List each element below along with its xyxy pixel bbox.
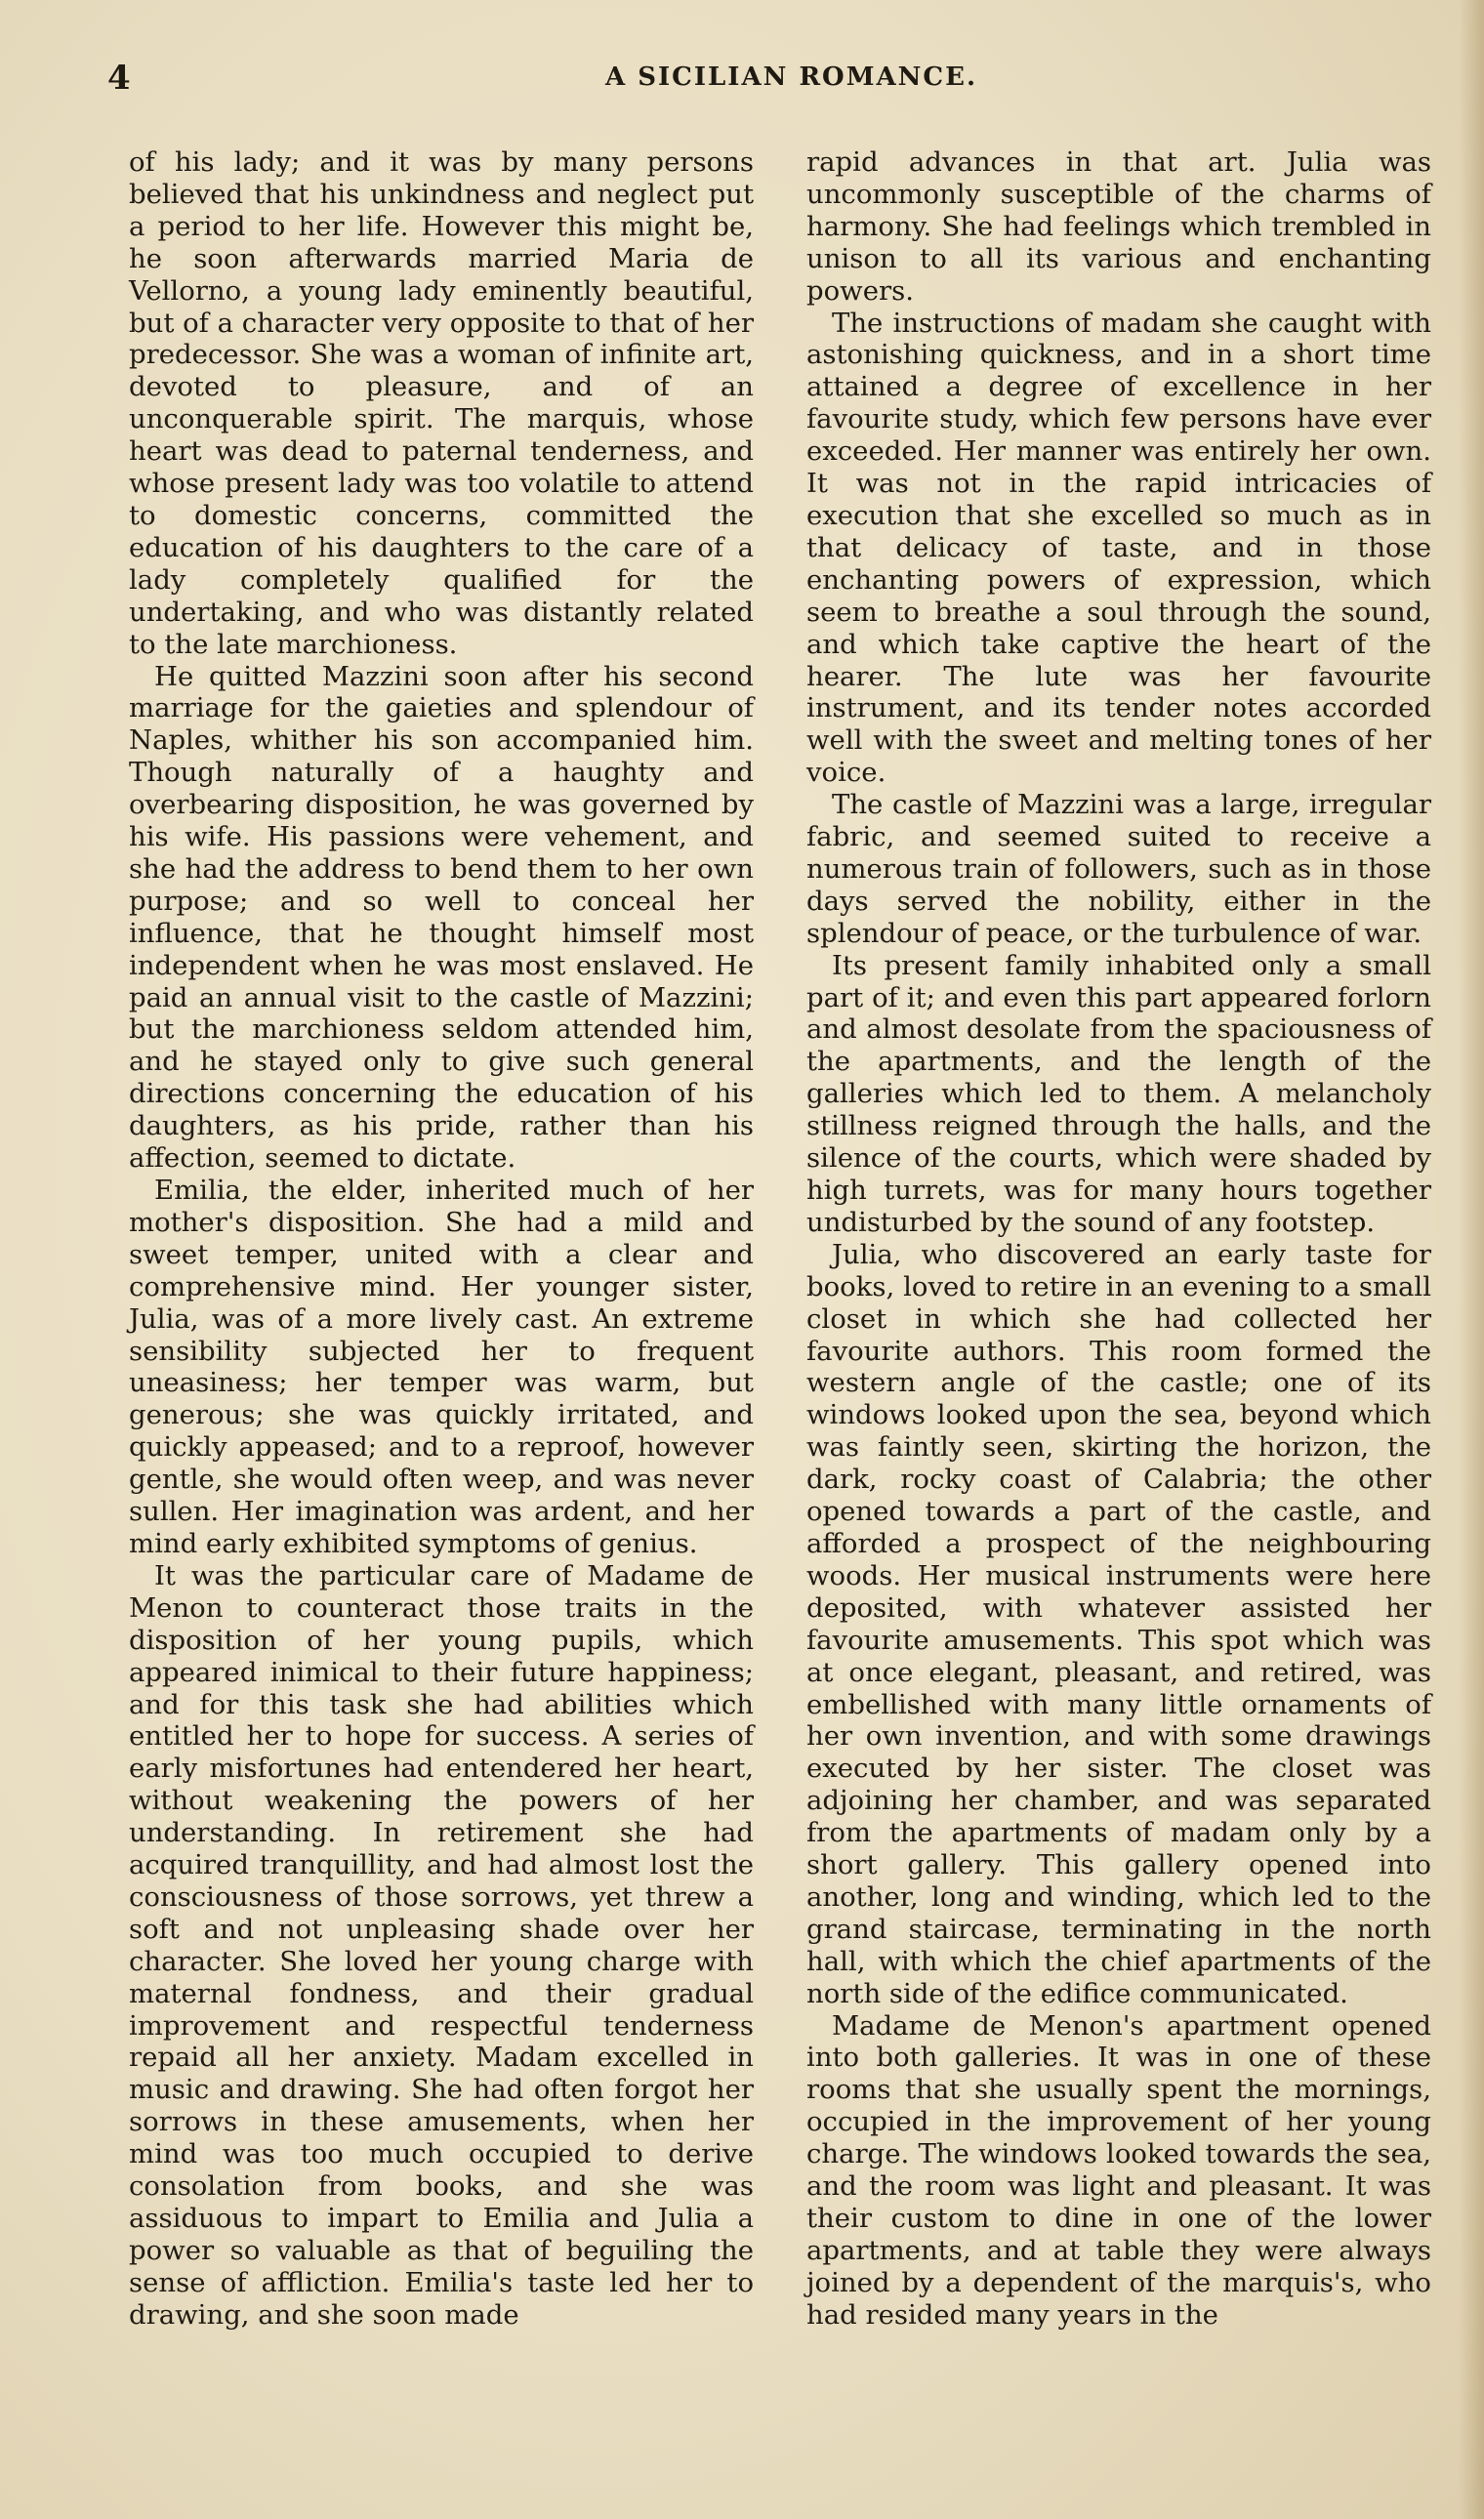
paragraph: rapid advances in that art. Julia was uncommonly susceptible of the charms of harmony. She had feelings which trembled in unison to all its various and enchanting powers. — [806, 146, 1431, 307]
paragraph: The instructions of madam she caught with astonishing quickness, and in a short time attained a degree of excellence in her favourite study, which few persons have ever exceeded. Her manner was entirely her own. It was not in the rapid intricacies of execution that she excelled so much as in that delicacy of taste, and in those enchanting powers of expression, which seem to breathe a soul through the sound, and which take captive the heart of the hearer. The lute was her favourite instrument, and its tender notes accorded well with the sweet and melting tones of her voice. — [806, 307, 1431, 789]
paragraph: The castle of Mazzini was a large, irregular fabric, and seemed suited to receive a numerous train of followers, such as in those days served the nobility, either in the splendour of peace, or the turbulence of war. — [806, 789, 1431, 949]
paragraph: Madame de Menon's apartment opened into both galleries. It was in one of these rooms that she usually spent the mornings, occupied in the improvement of her young charge. The windows looked towards the sea, and the room was light and pleasant. It was their custom to dine in one of the lower apartments, and at table they were always joined by a dependent of the marquis's, who had resided many years in the — [806, 2009, 1431, 2331]
text-column-right — [806, 146, 1431, 2332]
paragraph: Julia, who discovered an early taste for books, loved to retire in an evening to a small closet in which she had collected her favourite authors. This room formed the western angle of the castle; one of its windows looked upon the sea, beyond which was faintly seen, skirting the horizon, the dark, rocky coast of Calabria; the other opened towards a part of the castle, and afforded a prospect of the neighbouring woods. Her musical instruments were here deposited, with whatever assisted her favourite amusements. This spot which was at once elegant, pleasant, and retired, was embellished with many little ornaments of her own invention, and with some drawings executed by her sister. The closet was adjoining her chamber, and was separated from the apartments of madam only by a short gallery. This gallery opened into another, long and winding, which led to the grand staircase, terminating in the north hall, with which the chief apartments of the north side of the edifice communicated. — [806, 1238, 1431, 2009]
text-column-left — [129, 146, 754, 2332]
paragraph: It was the particular care of Madame de Menon to counteract those traits in the disposition of her young pupils, which appeared inimical to their future happiness; and for this task she had abilities which entitled her to hope for success. A series of early misfortunes had entendered her heart, without weakening the powers of her understanding. In retirement she had acquired tranquillity, and had almost lost the consciousness of those sorrows, yet threw a soft and not unpleasing shade over her character. She loved her young charge with maternal fondness, and their gradual improvement and respectful tenderness repaid all her anxiety. Madam excelled in music and drawing. She had often forgot her sorrows in these amusements, when her mind was too much occupied to derive consolation from books, and she was assiduous to impart to Emilia and Julia a power so valuable as that of beguiling the sense of affliction. Emilia's taste led her to drawing, and she soon made — [129, 1559, 754, 2331]
paragraph: He quitted Mazzini soon after his second marriage for the gaieties and splendour of Naples, whither his son accompanied him. Though naturally of a haughty and overbearing disposition, he was governed by his wife. His passions were vehement, and she had the address to bend them to her own purpose; and so well to conceal her influence, that he thought himself most independent when he was most enslaved. He paid an annual visit to the castle of Mazzini; but the marchioness seldom attended him, and he stayed only to give such general directions concerning the education of his daughters, as his pride, rather than his affection, seemed to dictate. — [129, 660, 754, 1175]
paragraph: Emilia, the elder, inherited much of her mother's disposition. She had a mild and sweet temper, united with a clear and comprehensive mind. Her younger sister, Julia, was of a more lively cast. An extreme sensibility subjected her to frequent uneasiness; her temper was warm, but generous; she was quickly irritated, and quickly appeased; and to a reproof, however gentle, she would often weep, and was never sullen. Her imagination was ardent, and her mind early exhibited symptoms of genius. — [129, 1175, 754, 1559]
running-title: A SICILIAN ROMANCE. — [605, 62, 977, 92]
page-edge-shadow — [1459, 0, 1484, 2519]
paragraph: of his lady; and it was by many persons believed that his unkindness and neglect put a period to her life. However this might be, he soon afterwards married Maria de Vellorno, a young lady eminently beautiful, but of a character very opposite to that of her predecessor. She was a woman of infinite art, devoted to pleasure, and of an unconquerable spirit. The marquis, whose heart was dead to paternal tenderness, and whose present lady was too volatile to attend to domestic concerns, committed the education of his daughters to the care of a lady completely qualified for the undertaking, and who was distantly related to the late marchioness. — [129, 146, 754, 660]
page-number: 4 — [107, 59, 131, 98]
paragraph: Its present family inhabited only a small part of it; and even this part appeared forlorn and almost desolate from the spaciousness of the apartments, and the length of the galleries which led to them. A melancholy stillness reigned through the halls, and the silence of the courts, which were shaded by high turrets, was for many hours together undisturbed by the sound of any footstep. — [806, 949, 1431, 1238]
page-header — [107, 59, 1435, 107]
